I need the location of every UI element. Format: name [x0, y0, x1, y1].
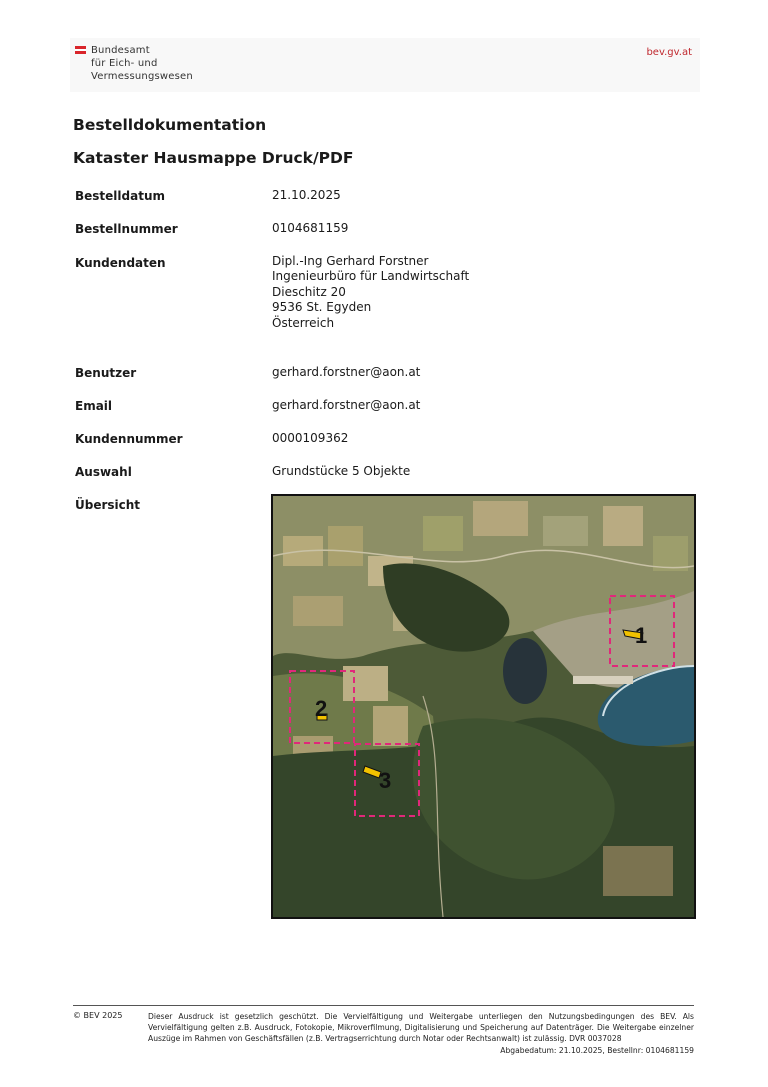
org-name — [91, 44, 221, 83]
address-line: Ingenieurbüro für Landwirtschaft — [272, 269, 470, 284]
marker-3: 3 — [379, 768, 392, 793]
label-kundennummer: Kundennummer — [75, 432, 183, 446]
page-title: Bestelldokumentation — [73, 116, 267, 134]
austria-flag-icon — [75, 46, 86, 54]
value-bestelldatum: 21.10.2025 — [272, 188, 341, 202]
label-benutzer: Benutzer — [75, 366, 137, 380]
footer-copyright: © BEV 2025 — [73, 1011, 123, 1020]
value-auswahl: Grundstücke 5 Objekte — [272, 464, 411, 478]
footer-divider — [73, 1005, 694, 1006]
label-kundendaten: Kundendaten — [75, 256, 166, 270]
label-bestelldatum: Bestelldatum — [75, 189, 165, 203]
value-benutzer: gerhard.forstner@aon.at — [272, 365, 421, 379]
website-link[interactable]: bev.gv.at — [646, 47, 692, 58]
footer-legal-notice: Dieser Ausdruck ist gesetzlich geschützt. Die Vervielfältigung und Weitergabe unterliegen den Nutzungsbedingungen des BEV. Als Vervielfältigung gelten z.B. Ausdruck, Fotokopie, Mikroverfilmung, Digitalisierung und Speicherung auf Datenträger. Die Weitergabe einzelner Auszüge im Rahmen von Geschäftsfällen (z.B. Vertragserrichtung durch Notar oder Rechtsanwalt) ist zulässig. DVR 0037028 — [148, 1012, 694, 1044]
org-name-line: Vermessungswesen — [91, 71, 193, 82]
page-subtitle: Kataster Hausmappe Druck/PDF — [73, 149, 354, 167]
label-bestellnummer: Bestellnummer — [75, 222, 178, 236]
parcel-overlay — [273, 496, 694, 917]
address-line: 9536 St. Egyden — [272, 300, 372, 315]
org-name-line: für Eich- und — [91, 58, 158, 69]
value-email: gerhard.forstner@aon.at — [272, 398, 421, 412]
marker-1: 1 — [635, 623, 648, 648]
address-line: Dipl.-Ing Gerhard Forstner — [272, 254, 429, 268]
address-line: Österreich — [272, 315, 335, 330]
org-name-line: Bundesamt — [91, 45, 150, 56]
value-bestellnummer: 0104681159 — [272, 221, 349, 235]
label-auswahl: Auswahl — [75, 465, 132, 479]
label-uebersicht: Übersicht — [75, 498, 141, 512]
address-line: Dieschitz 20 — [272, 284, 346, 299]
value-kundendaten — [272, 254, 469, 331]
overview-map — [271, 494, 696, 919]
marker-2: 2 — [315, 696, 328, 721]
footer-issue-info: Abgabedatum: 21.10.2025, Bestellnr: 0104681159 — [500, 1046, 694, 1055]
label-email: Email — [75, 399, 113, 413]
value-kundennummer: 0000109362 — [272, 431, 349, 445]
